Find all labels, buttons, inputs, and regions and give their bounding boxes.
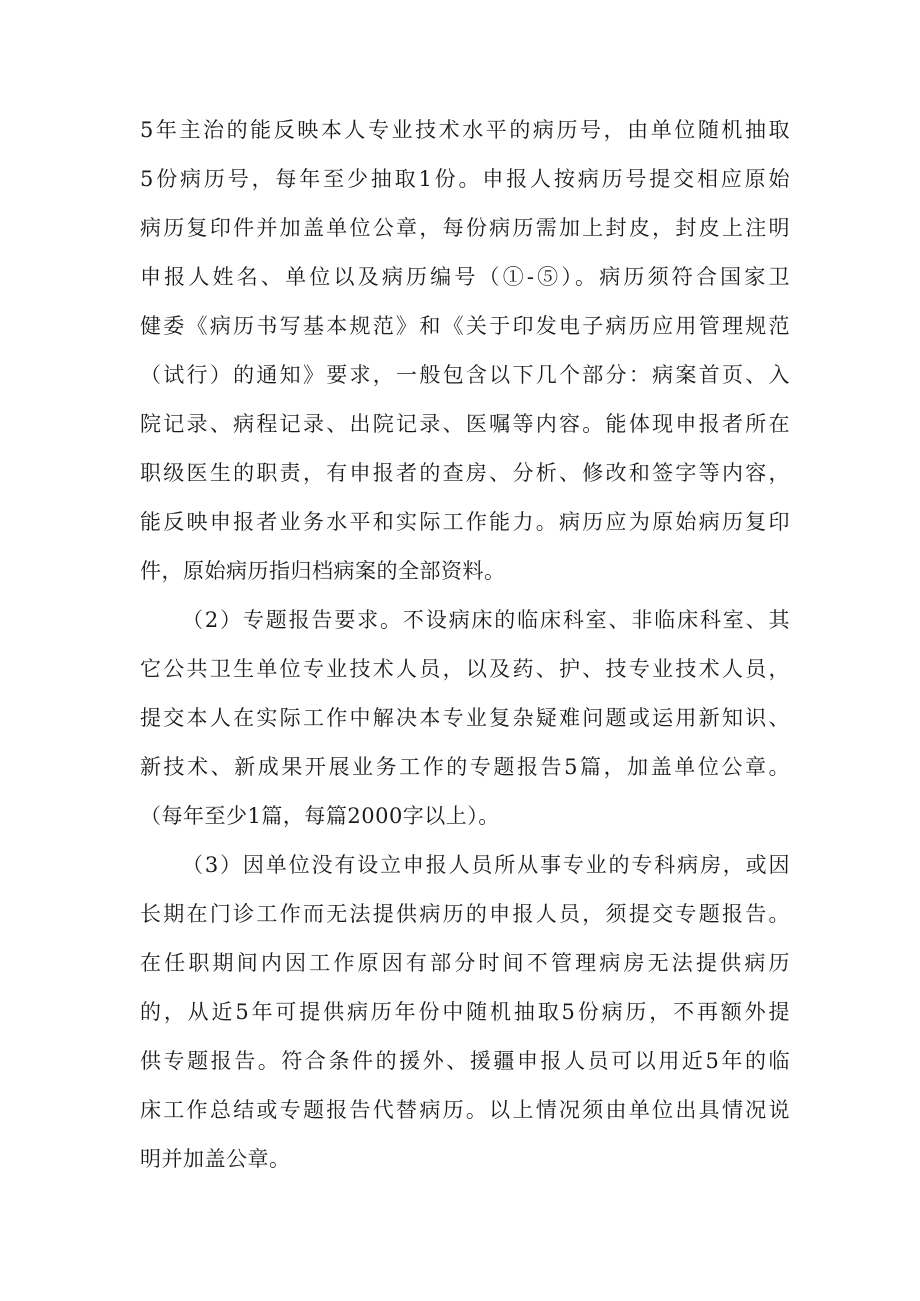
text-line: 5年主治的能反映本人专业技术水平的病历号，由单位随机抽取	[140, 118, 790, 142]
text-line: （每年至少1篇，每篇2000字以上）。	[140, 804, 500, 828]
text-line: 在任职期间内因工作原因有部分时间不管理病房无法提供病历	[140, 951, 790, 975]
text-line: （3）因单位没有设立申报人员所从事专业的专科病房，或因	[182, 853, 790, 877]
text-line: 新技术、新成果开展业务工作的专题报告5篇，加盖单位公章。	[140, 755, 790, 779]
text-line: （2）专题报告要求。不设病床的临床科室、非临床科室、其	[182, 608, 790, 632]
text-line: 5份病历号，每年至少抽取1份。申报人按病历号提交相应原始	[140, 167, 790, 191]
text-line: 的，从近5年可提供病历年份中随机抽取5份病历，不再额外提	[140, 1000, 790, 1024]
text-line: 提交本人在实际工作中解决本专业复杂疑难问题或运用新知识、	[140, 706, 790, 730]
text-line: 病历复印件并加盖单位公章，每份病历需加上封皮，封皮上注明	[140, 216, 790, 240]
text-line: 健委《病历书写基本规范》和《关于印发电子病历应用管理规范	[140, 314, 790, 338]
text-line: 院记录、病程记录、出院记录、医嘱等内容。能体现申报者所在	[140, 412, 790, 436]
text-line: 申报人姓名、单位以及病历编号（①-⑤）。病历须符合国家卫	[140, 265, 790, 289]
text-line: 件，原始病历指归档病案的全部资料。	[140, 559, 506, 583]
text-line: （试行）的通知》要求，一般包含以下几个部分：病案首页、入	[140, 363, 790, 387]
text-line: 床工作总结或专题报告代替病历。以上情况须由单位出具情况说	[140, 1098, 790, 1122]
text-line: 它公共卫生单位专业技术人员，以及药、护、技专业技术人员，	[140, 657, 790, 681]
text-line: 能反映申报者业务水平和实际工作能力。病历应为原始病历复印	[140, 510, 790, 534]
text-line: 明并加盖公章。	[140, 1147, 291, 1171]
text-line: 长期在门诊工作而无法提供病历的申报人员，须提交专题报告。	[140, 902, 790, 926]
text-line: 职级医生的职责，有申报者的查房、分析、修改和签字等内容，	[140, 461, 790, 485]
text-line: 供专题报告。符合条件的援外、援疆申报人员可以用近5年的临	[140, 1049, 790, 1073]
